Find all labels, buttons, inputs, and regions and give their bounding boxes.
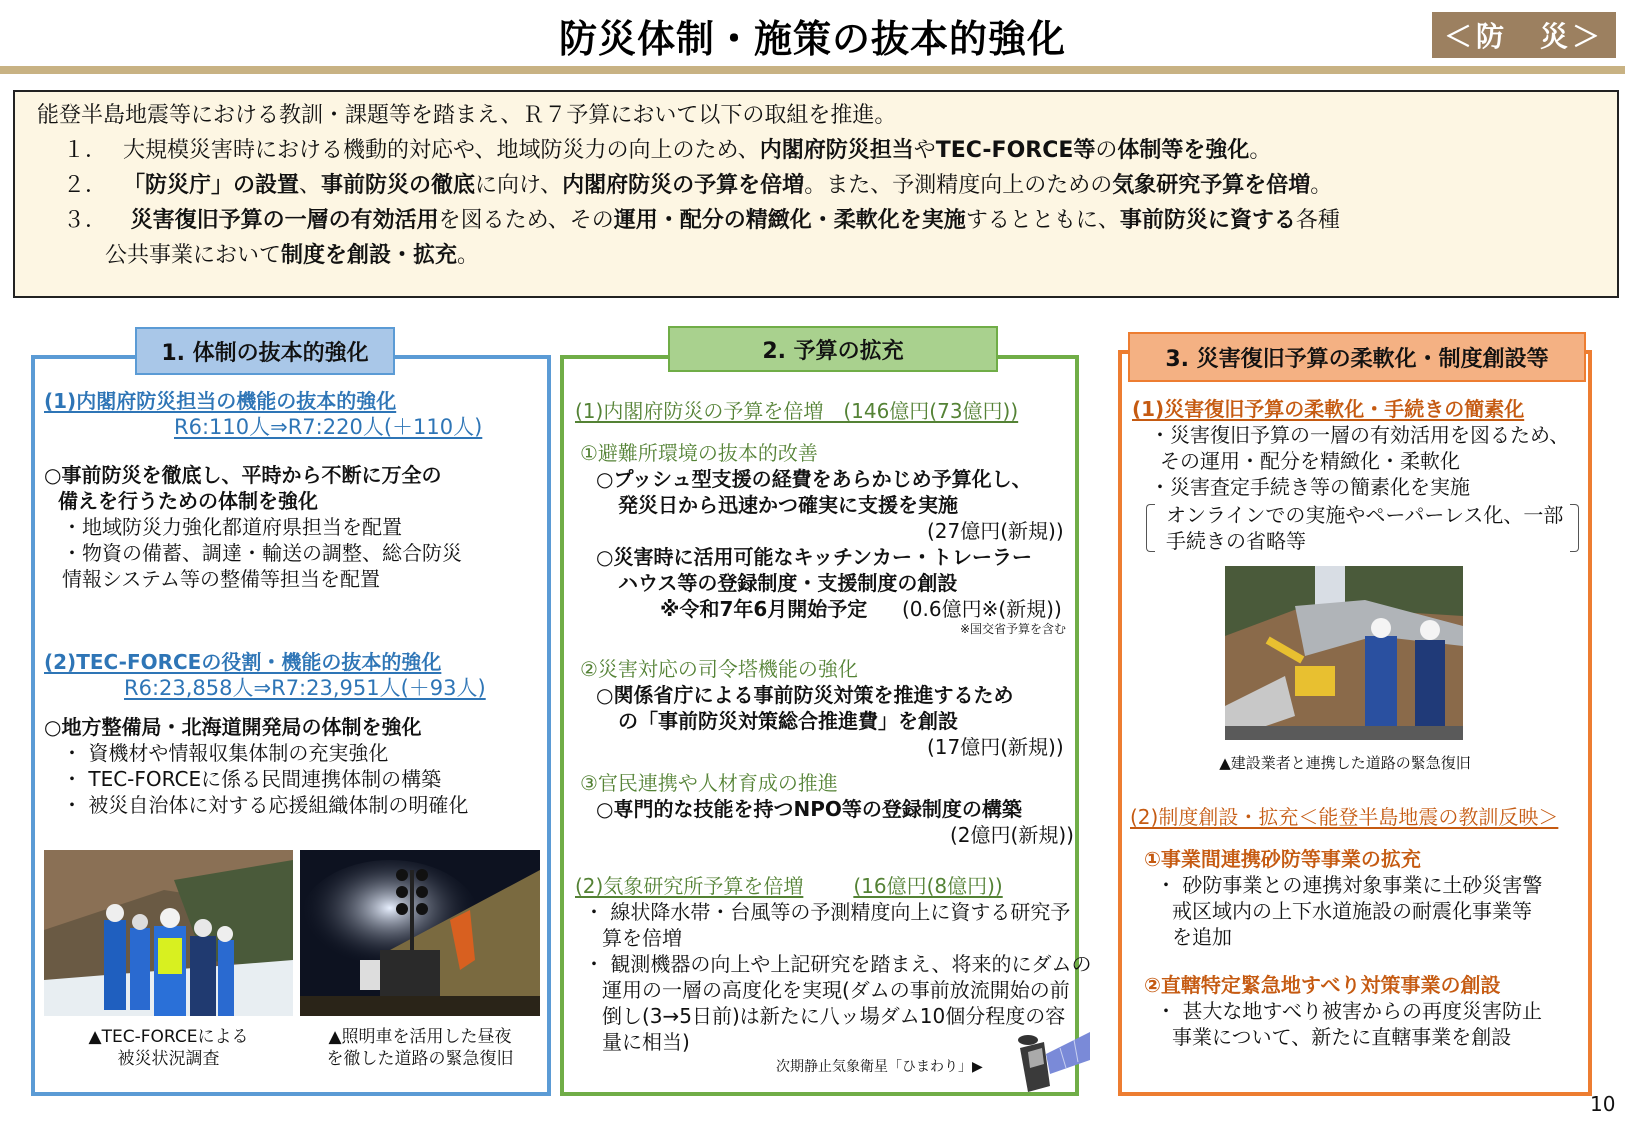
emphasis-text: 運用・配分の精緻化・柔軟化を実施	[613, 208, 966, 233]
photo-road-emergency-repair	[1225, 566, 1463, 740]
summary-item-number: １．	[63, 138, 108, 163]
bullet-item: 運用の一層の高度化を実現(ダムの事前放流開始の前	[602, 978, 1070, 1002]
bullet-item: ・物資の備蓄、調達・輸送の調整、総合防災	[62, 541, 462, 565]
body-text: ○事前防災を徹底し、平時から不断に万全の	[44, 463, 442, 487]
summary-item-number: ２．	[63, 173, 108, 198]
body-text: ○関係省庁による事前防災対策を推進するため	[596, 683, 1014, 707]
staff-stat: R6:23,858人⇒R7:23,951人(＋93人)	[124, 676, 486, 700]
emphasis-text: TEC-FORCE等	[935, 138, 1096, 163]
sub-item-title: ②直轄特定緊急地すべり対策事業の創設	[1144, 973, 1501, 997]
photo-tec-force-survey	[44, 850, 293, 1016]
page-title: 防災体制・施策の抜本的強化	[558, 17, 1066, 61]
body-text: 大規模災害時における機動的対応や、地域防災力の向上のため、	[123, 138, 760, 163]
emphasis-text: 体制等を強化	[1117, 138, 1250, 163]
subsection-title: (1)災害復旧予算の柔軟化・手続きの簡素化	[1132, 397, 1525, 421]
summary-intro: 能登半島地震等における教訓・課題等を踏まえ、Ｒ７予算において以下の取組を推進。	[37, 103, 897, 128]
emphasis-text: 事前防災に資する	[1119, 208, 1296, 233]
title-divider	[0, 66, 1625, 74]
budget-amount: (2億円(新規))	[950, 823, 1074, 847]
bullet-item: ・ TEC-FORCEに係る民間連携体制の構築	[62, 767, 442, 791]
bracket-right	[1570, 504, 1579, 552]
emphasis-text: 内閣府防災担当	[759, 138, 914, 163]
body-text: 発災日から迅速かつ確実に支援を実施	[618, 493, 958, 517]
emphasis-text: 災害復旧予算の一層の有効活用	[123, 208, 439, 233]
summary-item-2	[37, 168, 1595, 203]
bullet-item: 戒区域内の上下水道施設の耐震化事業等	[1172, 899, 1532, 923]
bullet-item: 事業について、新たに直轄事業を創設	[1172, 1025, 1512, 1049]
satellite-icon	[1010, 1030, 1090, 1096]
body-text: に向け、	[475, 173, 563, 198]
section-heading-recovery: 3. 災害復旧予算の柔軟化・制度創設等	[1128, 332, 1586, 382]
bullet-item: ・ 甚大な地すべり被害からの再度災害防止	[1156, 999, 1542, 1023]
emphasis-text: 「防災庁」の設置	[123, 173, 300, 198]
staff-stat: R6:110人⇒R7:220人(＋110人)	[174, 415, 483, 439]
subsection-title: (1)内閣府防災の予算を倍増 (146億円(73億円))	[575, 399, 1019, 423]
subsection-title: (2)TEC-FORCEの役割・機能の抜本的強化	[44, 650, 442, 674]
body-text: 備えを行うための体制を強化	[58, 489, 318, 513]
body-text: ○専門的な技能を持つNPO等の登録制度の構築	[596, 797, 1022, 821]
subsection-title: (2)制度創設・拡充＜能登半島地震の教訓反映＞	[1130, 805, 1559, 829]
body-text: 。	[1310, 173, 1333, 198]
bullet-item: を追加	[1172, 925, 1232, 949]
body-text: 、	[299, 173, 322, 198]
subsection-title: (1)内閣府防災担当の機能の抜本的強化	[44, 389, 397, 413]
category-badge: ＜防 災＞	[1432, 12, 1616, 58]
schedule-note: ※令和7年6月開始予定	[660, 597, 868, 621]
summary-item-number: ３．	[63, 208, 108, 233]
bullet-item: ・ 資機材や情報収集体制の充実強化	[62, 741, 389, 765]
bracket-note: 手続きの省略等	[1166, 529, 1306, 553]
body-text: を図るため、その	[438, 208, 614, 233]
bullet-item: ・ 観測機器の向上や上記研究を踏まえ、将来的にダムの	[584, 952, 1092, 976]
body-text: 各種	[1295, 208, 1340, 233]
budget-amount: (0.6億円※(新規))	[902, 597, 1062, 621]
body-text: や	[913, 138, 936, 163]
body-text: 。	[457, 243, 480, 268]
body-text: 公共事業において	[105, 243, 282, 268]
body-text: の「事前防災対策総合推進費」を創設	[618, 709, 958, 733]
bullet-item: 量に相当)	[602, 1030, 690, 1054]
bullet-item: ・ 被災自治体に対する応援組織体制の明確化	[62, 793, 469, 817]
bullet-item: ・地域防災力強化都道府県担当を配置	[62, 515, 402, 539]
satellite-caption: 次期静止気象衛星「ひまわり」▶	[776, 1059, 983, 1075]
summary-item-3	[37, 203, 1595, 238]
summary-box	[13, 90, 1619, 298]
bullet-item: 算を倍増	[602, 926, 682, 950]
bullet-item: 倒し(3→5日前)は新たに八ッ場ダム10個分程度の容	[602, 1004, 1066, 1028]
budget-amount: (27億円(新規))	[927, 519, 1064, 543]
photo-caption: ▲照明車を活用した昼夜 を徹した道路の緊急復旧	[326, 1027, 514, 1069]
body-text: ハウス等の登録制度・支援制度の創設	[618, 571, 958, 595]
subsection-title: (2)気象研究所予算を倍増 (16億円(8億円))	[575, 874, 1003, 898]
bullet-item: ・災害査定手続き等の簡素化を実施	[1150, 475, 1470, 499]
budget-amount: (17億円(新規))	[927, 735, 1064, 759]
photo-caption: ▲建設業者と連携した道路の緊急復旧	[1219, 754, 1471, 772]
sub-item-title: ①避難所環境の抜本的改善	[580, 441, 818, 465]
photo-caption: ▲TEC-FORCEによる 被災状況調査	[88, 1027, 249, 1069]
emphasis-text: 事前防災の徹底	[321, 173, 476, 198]
body-text: するとともに、	[965, 208, 1120, 233]
bullet-item: ・ 砂防事業との連携対象事業に土砂災害警	[1156, 873, 1543, 897]
body-text: ○地方整備局・北海道開発局の体制を強化	[44, 715, 422, 739]
page-number: 10	[1590, 1092, 1616, 1116]
emphasis-text: 内閣府防災の予算を倍増	[562, 173, 805, 198]
photo-lighting-vehicle-night	[300, 850, 540, 1016]
bracket-note: オンラインでの実施やペーパーレス化、一部	[1166, 503, 1564, 527]
bracket-left	[1146, 504, 1155, 552]
bullet-item: 情報システム等の整備等担当を配置	[62, 567, 380, 591]
sub-item-title: ①事業間連携砂防等事業の拡充	[1144, 847, 1421, 871]
footnote: ※国交省予算を含む	[960, 622, 1067, 636]
body-text: 。	[1249, 138, 1272, 163]
body-text: ○プッシュ型支援の経費をあらかじめ予算化し、	[596, 467, 1032, 491]
bullet-item: ・災害復旧予算の一層の有効活用を図るため、	[1150, 423, 1570, 447]
emphasis-text: 気象研究予算を倍増	[1112, 173, 1311, 198]
summary-item-1	[37, 133, 1595, 168]
body-text: ○災害時に活用可能なキッチンカー・トレーラー	[596, 545, 1033, 569]
section-heading-structure: 1. 体制の抜本的強化	[135, 327, 395, 375]
section-heading-budget: 2. 予算の拡充	[668, 326, 998, 372]
sub-item-title: ②災害対応の司令塔機能の強化	[580, 657, 858, 681]
body-text: の	[1095, 138, 1118, 163]
body-text: 。また、予測精度向上のための	[804, 173, 1113, 198]
summary-item-3-continuation	[37, 238, 1595, 273]
sub-item-title: ③官民連携や人材育成の推進	[580, 771, 838, 795]
emphasis-text: 制度を創設・拡充	[281, 243, 458, 268]
bullet-item: その運用・配分を精緻化・柔軟化	[1160, 449, 1460, 473]
bullet-item: ・ 線状降水帯・台風等の予測精度向上に資する研究予	[584, 900, 1071, 924]
